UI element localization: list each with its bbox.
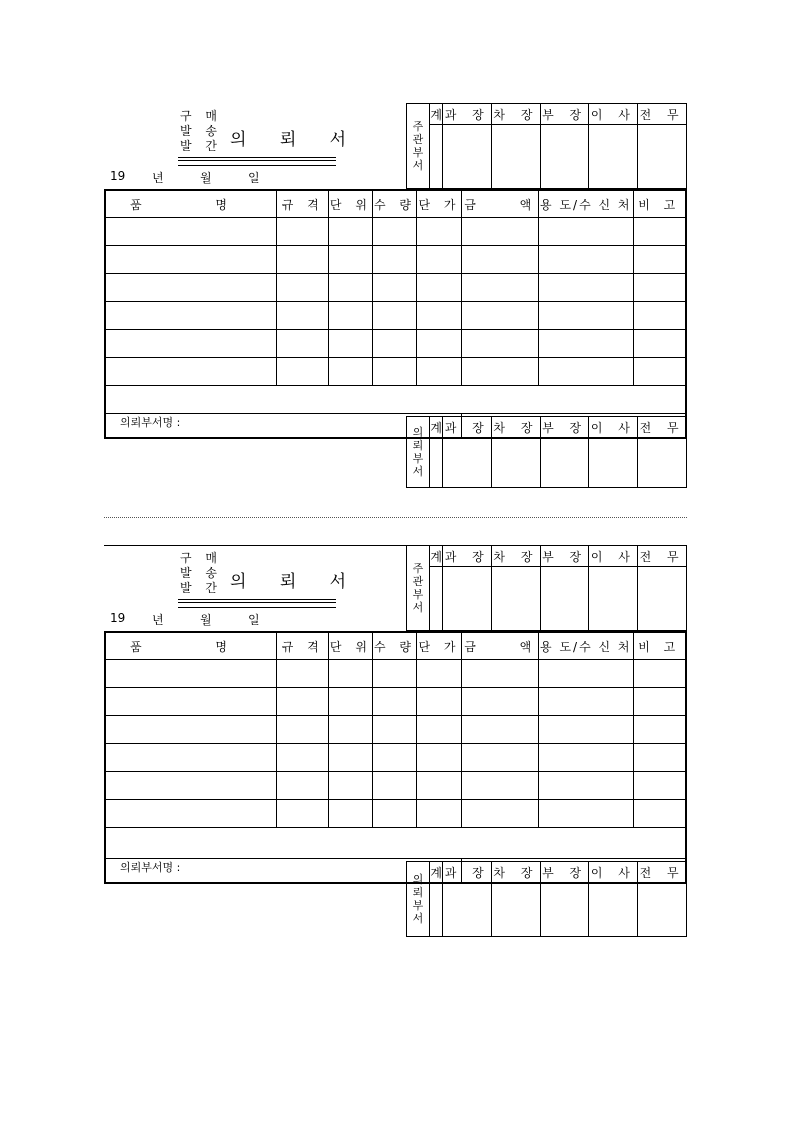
approval-header: 차 장 <box>492 862 541 883</box>
cell[interactable] <box>277 800 329 828</box>
cell[interactable] <box>105 772 277 800</box>
cell[interactable] <box>462 302 539 330</box>
approval-header: 차 장 <box>492 417 541 438</box>
signature-box[interactable] <box>589 567 638 631</box>
col-unit: 단 위 <box>329 632 373 660</box>
cell[interactable] <box>277 330 329 358</box>
cell[interactable] <box>373 744 417 772</box>
cell[interactable] <box>105 218 277 246</box>
cell[interactable] <box>105 800 277 828</box>
approval-header: 부 장 <box>540 862 589 883</box>
approval-header: 과 장 <box>443 862 492 883</box>
cell[interactable] <box>633 218 686 246</box>
cell[interactable] <box>329 358 373 386</box>
type-publish: 발 간 <box>180 581 222 595</box>
approval-header: 이 사 <box>589 862 638 883</box>
col-item-name: 품 명 <box>105 632 277 660</box>
cell[interactable] <box>633 660 686 688</box>
cell[interactable] <box>373 246 417 274</box>
signature-box[interactable] <box>443 567 492 631</box>
cell[interactable] <box>633 688 686 716</box>
approval-header: 전 무 <box>638 546 687 567</box>
cell[interactable] <box>277 744 329 772</box>
approval-header: 과 장 <box>443 104 492 125</box>
cell[interactable] <box>539 744 634 772</box>
requesting-dept-label: 의뢰부서 <box>407 417 430 488</box>
approval-header: 계 <box>430 862 443 883</box>
cell[interactable] <box>462 772 539 800</box>
col-spec: 규 격 <box>277 632 329 660</box>
cell[interactable] <box>633 772 686 800</box>
cell[interactable] <box>417 660 462 688</box>
signature-box[interactable] <box>492 883 541 937</box>
cell[interactable] <box>417 744 462 772</box>
cell[interactable] <box>329 218 373 246</box>
cell[interactable] <box>105 330 277 358</box>
year-prefix: 19 <box>110 611 126 625</box>
cell[interactable] <box>462 358 539 386</box>
signature-box[interactable] <box>638 883 687 937</box>
cell[interactable] <box>539 800 634 828</box>
cell[interactable] <box>277 660 329 688</box>
items-table <box>104 631 687 884</box>
signature-box[interactable] <box>430 567 443 631</box>
cell[interactable] <box>539 772 634 800</box>
cell[interactable] <box>329 800 373 828</box>
table-row <box>105 688 686 716</box>
cell[interactable] <box>417 218 462 246</box>
cell[interactable] <box>277 218 329 246</box>
cell[interactable] <box>539 274 634 302</box>
supervising-dept-label: 주관부서 <box>407 546 430 631</box>
cell[interactable] <box>417 246 462 274</box>
col-item-name: 품 명 <box>105 190 277 218</box>
requesting-dept-name-label: 의뢰부서명 : <box>120 416 181 429</box>
supervising-approval-table <box>406 103 687 189</box>
col-purpose: 용 도/수 신 처 <box>539 632 634 660</box>
table-row <box>105 800 686 828</box>
type-dispatch: 발 송 <box>180 566 222 580</box>
col-qty: 수 량 <box>373 190 417 218</box>
cell[interactable] <box>633 246 686 274</box>
form-type-labels <box>180 109 222 154</box>
col-amount: 금 액 <box>462 190 539 218</box>
cell[interactable] <box>539 358 634 386</box>
cell[interactable] <box>105 302 277 330</box>
cell[interactable] <box>277 688 329 716</box>
cell[interactable] <box>539 218 634 246</box>
year-label: 년 <box>152 171 164 185</box>
signature-box[interactable] <box>492 567 541 631</box>
approval-header: 과 장 <box>443 546 492 567</box>
cut-line <box>104 517 687 518</box>
cell[interactable] <box>417 330 462 358</box>
approval-header: 부 장 <box>540 417 589 438</box>
signature-box[interactable] <box>638 567 687 631</box>
cell[interactable] <box>462 660 539 688</box>
requesting-dept-name-label: 의뢰부서명 : <box>120 861 181 874</box>
cell[interactable] <box>105 246 277 274</box>
cell[interactable] <box>329 660 373 688</box>
type-purchase: 구 매 <box>180 551 222 565</box>
signature-box[interactable] <box>589 883 638 937</box>
table-row <box>105 716 686 744</box>
col-purpose: 용 도/수 신 처 <box>539 190 634 218</box>
year-label: 년 <box>152 613 164 627</box>
table-row <box>105 218 686 246</box>
cell[interactable] <box>539 246 634 274</box>
cell[interactable] <box>633 330 686 358</box>
signature-box[interactable] <box>540 567 589 631</box>
cell[interactable] <box>329 330 373 358</box>
cell[interactable] <box>373 772 417 800</box>
approval-header: 이 사 <box>589 546 638 567</box>
table-row <box>105 246 686 274</box>
requesting-approval-table <box>406 861 687 937</box>
document-title: 의 뢰 서 <box>230 130 361 150</box>
signature-box[interactable] <box>638 438 687 488</box>
signature-box[interactable] <box>430 438 443 488</box>
col-amount: 금 액 <box>462 632 539 660</box>
cell[interactable] <box>373 688 417 716</box>
cell[interactable] <box>462 688 539 716</box>
cell[interactable] <box>105 274 277 302</box>
supervising-approval-table <box>406 545 687 631</box>
cell[interactable] <box>633 744 686 772</box>
cell[interactable] <box>329 302 373 330</box>
cell[interactable] <box>373 800 417 828</box>
cell[interactable] <box>329 716 373 744</box>
cell[interactable] <box>105 688 277 716</box>
type-publish: 발 간 <box>180 139 222 153</box>
col-remarks: 비 고 <box>633 190 686 218</box>
document-title: 의 뢰 서 <box>230 572 361 592</box>
cell[interactable] <box>329 274 373 302</box>
signature-box[interactable] <box>443 883 492 937</box>
col-qty: 수 량 <box>373 632 417 660</box>
cell[interactable] <box>539 688 634 716</box>
cell[interactable] <box>373 716 417 744</box>
signature-box[interactable] <box>430 883 443 937</box>
approval-header: 차 장 <box>492 546 541 567</box>
cell[interactable] <box>633 302 686 330</box>
cell[interactable] <box>539 716 634 744</box>
notes-row[interactable] <box>105 828 686 859</box>
cell[interactable] <box>105 358 277 386</box>
notes-row[interactable] <box>105 386 686 414</box>
signature-box[interactable] <box>540 125 589 189</box>
cell[interactable] <box>373 330 417 358</box>
signature-box[interactable] <box>589 125 638 189</box>
cell[interactable] <box>417 716 462 744</box>
cell[interactable] <box>417 772 462 800</box>
table-row <box>105 744 686 772</box>
items-table <box>104 189 687 439</box>
approval-header: 전 무 <box>638 104 687 125</box>
requesting-dept-label: 의뢰부서 <box>407 862 430 937</box>
col-spec: 규 격 <box>277 190 329 218</box>
signature-box[interactable] <box>540 883 589 937</box>
cell[interactable] <box>105 744 277 772</box>
cell[interactable] <box>105 716 277 744</box>
table-row <box>105 302 686 330</box>
cell[interactable] <box>373 358 417 386</box>
table-row <box>105 660 686 688</box>
cell[interactable] <box>462 744 539 772</box>
cell[interactable] <box>539 302 634 330</box>
cell[interactable] <box>277 358 329 386</box>
approval-header: 계 <box>430 417 443 438</box>
approval-header: 차 장 <box>492 104 541 125</box>
cell[interactable] <box>105 660 277 688</box>
cell[interactable] <box>277 246 329 274</box>
form-type-labels <box>180 551 222 596</box>
cell[interactable] <box>329 744 373 772</box>
col-unit-price: 단 가 <box>417 632 462 660</box>
cell[interactable] <box>329 772 373 800</box>
cell[interactable] <box>417 302 462 330</box>
supervising-dept-label: 주관부서 <box>407 104 430 189</box>
table-row <box>105 274 686 302</box>
approval-header: 전 무 <box>638 862 687 883</box>
table-row <box>105 358 686 386</box>
table-row <box>105 330 686 358</box>
approval-header: 계 <box>430 104 443 125</box>
cell[interactable] <box>373 660 417 688</box>
approval-header: 전 무 <box>638 417 687 438</box>
top-rule <box>104 545 406 546</box>
signature-box[interactable] <box>430 125 443 189</box>
cell[interactable] <box>373 302 417 330</box>
requesting-approval-table <box>406 416 687 488</box>
cell[interactable] <box>373 274 417 302</box>
approval-header: 과 장 <box>443 417 492 438</box>
type-dispatch: 발 송 <box>180 124 222 138</box>
signature-box[interactable] <box>492 438 541 488</box>
cell[interactable] <box>462 330 539 358</box>
table-row <box>105 772 686 800</box>
title-area <box>104 545 406 631</box>
cell[interactable] <box>373 218 417 246</box>
cell[interactable] <box>539 330 634 358</box>
approval-header: 이 사 <box>589 417 638 438</box>
cell[interactable] <box>539 660 634 688</box>
cell[interactable] <box>277 772 329 800</box>
cell[interactable] <box>417 800 462 828</box>
cell[interactable] <box>462 800 539 828</box>
signature-box[interactable] <box>589 438 638 488</box>
cell[interactable] <box>329 246 373 274</box>
cell[interactable] <box>633 358 686 386</box>
cell[interactable] <box>277 302 329 330</box>
signature-box[interactable] <box>492 125 541 189</box>
signature-box[interactable] <box>443 438 492 488</box>
cell[interactable] <box>633 274 686 302</box>
cell[interactable] <box>462 716 539 744</box>
cell[interactable] <box>329 688 373 716</box>
year-prefix: 19 <box>110 169 126 183</box>
title-underline <box>178 157 336 166</box>
cell[interactable] <box>417 274 462 302</box>
signature-box[interactable] <box>540 438 589 488</box>
cell[interactable] <box>633 716 686 744</box>
cell[interactable] <box>277 716 329 744</box>
approval-header: 계 <box>430 546 443 567</box>
cell[interactable] <box>462 274 539 302</box>
cell[interactable] <box>633 800 686 828</box>
approval-header: 부 장 <box>540 104 589 125</box>
col-remarks: 비 고 <box>633 632 686 660</box>
cell[interactable] <box>417 688 462 716</box>
day-label: 일 <box>248 613 260 627</box>
signature-box[interactable] <box>443 125 492 189</box>
month-label: 월 <box>200 613 212 627</box>
type-purchase: 구 매 <box>180 109 222 123</box>
cell[interactable] <box>417 358 462 386</box>
cell[interactable] <box>462 246 539 274</box>
day-label: 일 <box>248 171 260 185</box>
title-area <box>104 103 406 189</box>
approval-header: 부 장 <box>540 546 589 567</box>
cell[interactable] <box>462 218 539 246</box>
col-unit-price: 단 가 <box>417 190 462 218</box>
signature-box[interactable] <box>638 125 687 189</box>
month-label: 월 <box>200 171 212 185</box>
col-unit: 단 위 <box>329 190 373 218</box>
title-underline <box>178 599 336 608</box>
approval-header: 이 사 <box>589 104 638 125</box>
cell[interactable] <box>277 274 329 302</box>
